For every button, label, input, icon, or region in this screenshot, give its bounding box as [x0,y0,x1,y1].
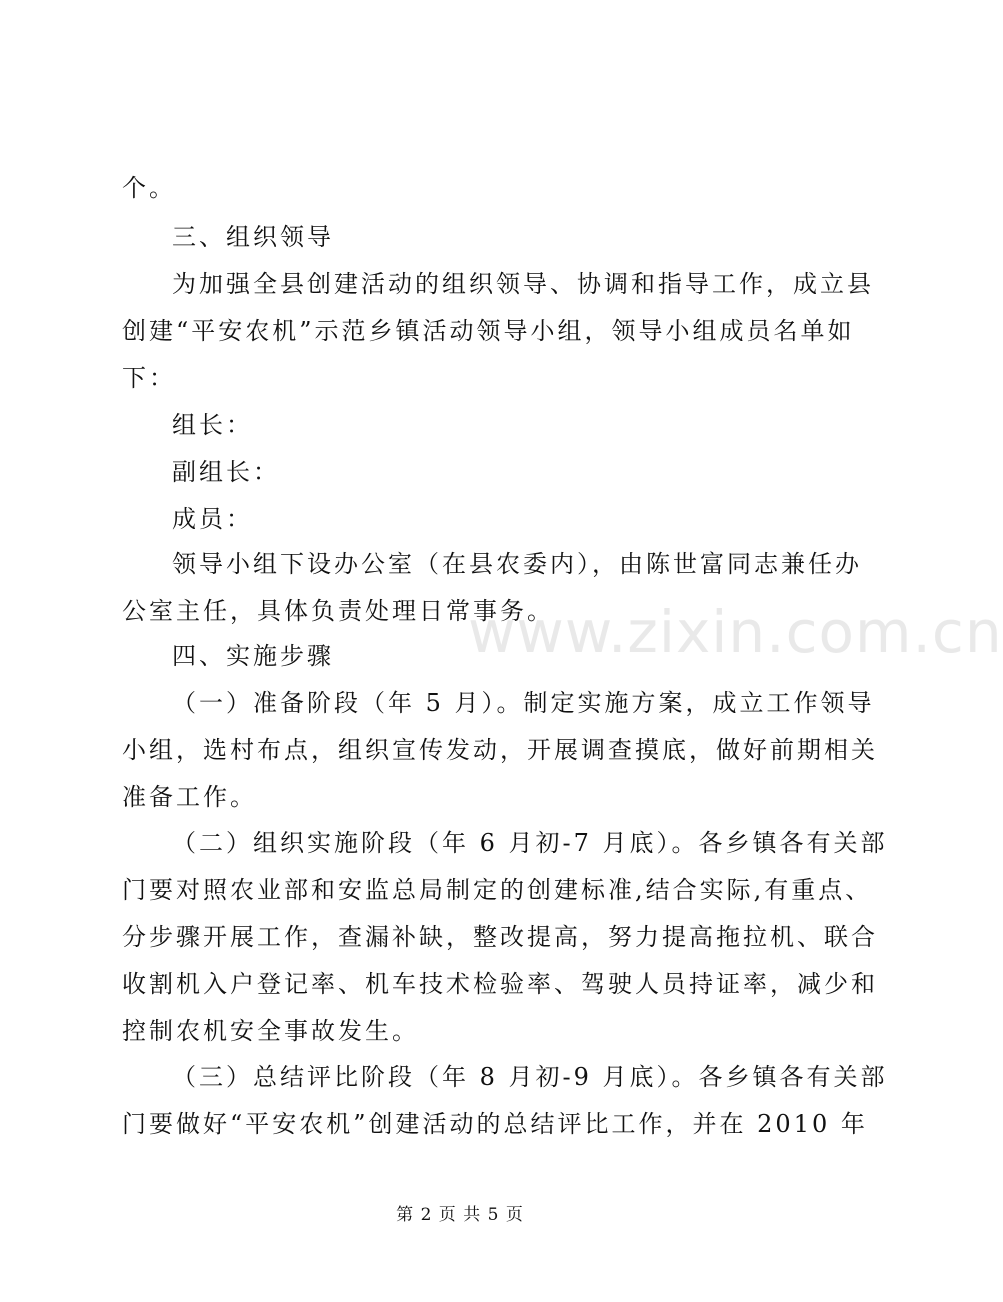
body-line-5: 下： [122,364,176,392]
body-line-10: 公室主任，具体负责处理日常事务。 [122,597,554,625]
member-members-line: 成员： [172,505,253,533]
watermark-text: www.zixin.com.cn [468,598,1003,666]
body-line-1: 个。 [122,174,176,202]
body-line-20: （三）总结评比阶段（年 8 月初-9 月底）。各乡镇各有关部 [172,1063,888,1091]
body-line-13: 小组，选村布点，组织宣传发动，开展调查摸底，做好前期相关 [122,736,878,764]
body-line-18: 收割机入户登记率、机车技术检验率、驾驶人员持证率，减少和 [122,970,878,998]
body-line-3: 为加强全县创建活动的组织领导、协调和指导工作，成立县 [172,270,874,298]
body-line-9: 领导小组下设办公室（在县农委内），由陈世富同志兼任办 [172,550,862,578]
member-leader-line: 组长： [172,411,253,439]
section-heading-organization: 三、组织领导 [172,223,334,251]
body-line-19: 控制农机安全事故发生。 [122,1017,419,1045]
page-footer: 第 2 页 共 5 页 [396,1205,524,1225]
body-line-12: （一）准备阶段（年 5 月）。制定实施方案，成立工作领导 [172,689,875,717]
body-line-17: 分步骤开展工作，查漏补缺，整改提高，努力提高拖拉机、联合 [122,923,878,951]
body-line-21: 门要做好“平安农机”创建活动的总结评比工作，并在 2010 年 [122,1110,868,1138]
section-heading-steps: 四、实施步骤 [172,642,334,670]
member-deputy-line: 副组长： [172,458,280,486]
body-line-14: 准备工作。 [122,783,257,811]
body-line-16: 门要对照农业部和安监总局制定的创建标准,结合实际,有重点、 [122,876,873,904]
body-line-4: 创建“平安农机”示范乡镇活动领导小组，领导小组成员名单如 [122,317,855,345]
body-line-15: （二）组织实施阶段（年 6 月初-7 月底）。各乡镇各有关部 [172,829,888,857]
